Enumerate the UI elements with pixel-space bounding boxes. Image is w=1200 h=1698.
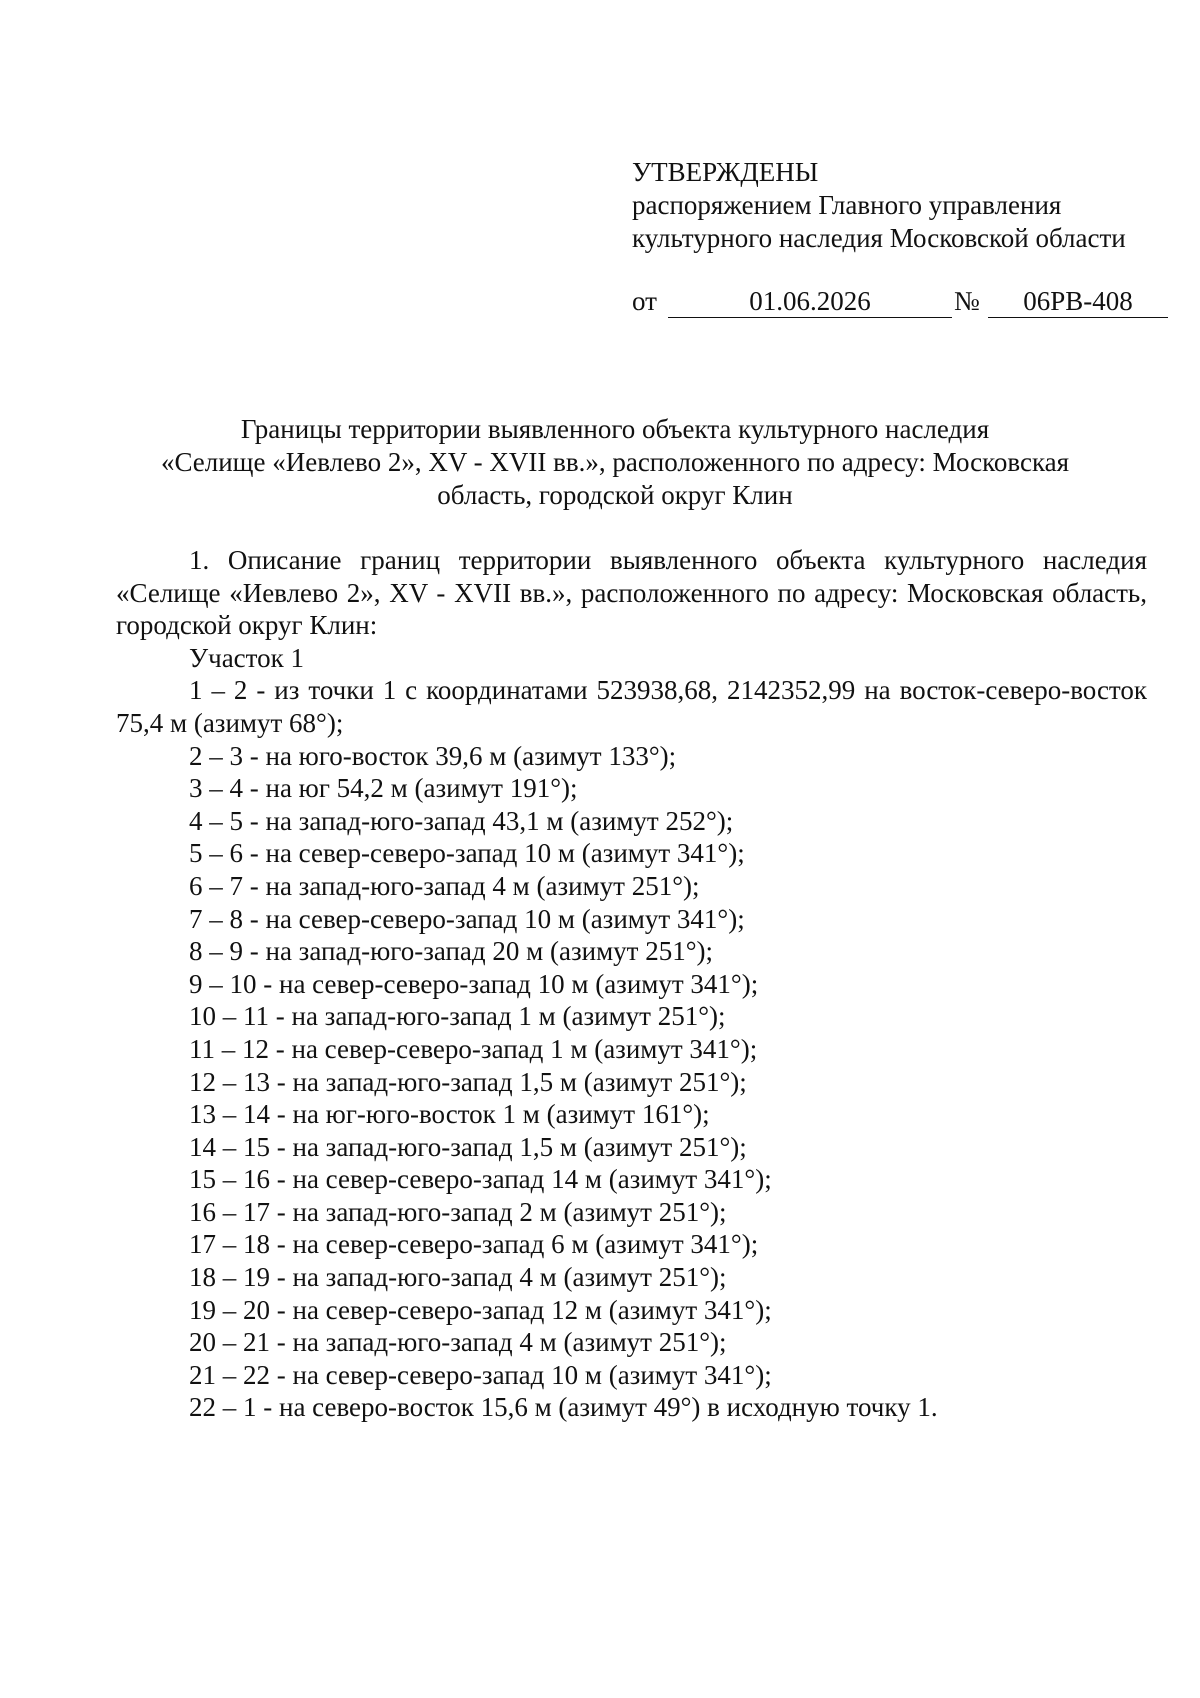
document-body — [116, 544, 1147, 1424]
boundary-segment: 14 – 15 - на запад-юго-запад 1,5 м (азимут 251°); — [189, 1131, 747, 1162]
boundary-segment: 7 – 8 - на север-северо-запад 10 м (азимут 341°); — [189, 903, 745, 934]
title-line-2: «Селище «Иевлево 2», XV - XVII вв.», расположенного по адресу: Московская — [160, 447, 1070, 477]
approval-line-3: культурного наследия Московской области — [632, 223, 1126, 253]
title-line-3: область, городской округ Клин — [437, 480, 793, 510]
boundary-segment: 6 – 7 - на запад-юго-запад 4 м (азимут 251°); — [189, 870, 700, 901]
boundary-segment: 5 – 6 - на север-северо-запад 10 м (азимут 341°); — [189, 838, 745, 869]
section-heading: Участок 1 — [189, 642, 304, 673]
boundary-segment: 4 – 5 - на запад-юго-запад 43,1 м (азимут 252°); — [189, 805, 734, 836]
boundary-segment: 20 – 21 - на запад-юго-запад 4 м (азимут 251°); — [189, 1327, 727, 1358]
boundary-segment: 15 – 16 - на север-северо-запад 14 м (азимут 341°); — [189, 1164, 772, 1195]
boundary-segment: 12 – 13 - на запад-юго-запад 1,5 м (азимут 251°); — [189, 1066, 747, 1097]
boundary-segment-list — [116, 740, 1147, 1424]
boundary-segment: 3 – 4 - на юг 54,2 м (азимут 191°); — [189, 773, 578, 804]
boundary-segment: 8 – 9 - на запад-юго-запад 20 м (азимут 251°); — [189, 936, 714, 967]
number-value: 06РВ-408 — [988, 284, 1168, 318]
boundary-segment: 2 – 3 - на юго-восток 39,6 м (азимут 133°); — [189, 740, 677, 771]
boundary-segment: 19 – 20 - на север-северо-запад 12 м (азимут 341°); — [189, 1294, 772, 1325]
boundary-segment: 18 – 19 - на запад-юго-запад 4 м (азимут 251°); — [189, 1262, 727, 1293]
title-line-1: Границы территории выявленного объекта культурного наследия — [240, 414, 990, 444]
boundary-segment: 17 – 18 - на север-северо-запад 6 м (азимут 341°); — [189, 1229, 759, 1260]
approval-date-row — [632, 284, 1172, 318]
date-label: от — [632, 286, 657, 316]
boundary-segment: 9 – 10 - на север-северо-запад 10 м (азимут 341°); — [189, 968, 759, 999]
date-value: 01.06.2026 — [668, 284, 952, 318]
boundary-segment: 13 – 14 - на юг-юго-восток 1 м (азимут 161°); — [189, 1099, 710, 1130]
document-title — [120, 413, 1110, 512]
boundary-segment: 22 – 1 - на северо-восток 15,6 м (азимут 49°) в исходную точку 1. — [189, 1392, 938, 1423]
approval-line-2: распоряжением Главного управления — [632, 190, 1062, 220]
boundary-segment: 10 – 11 - на запад-юго-запад 1 м (азимут 251°); — [189, 1001, 726, 1032]
intro-paragraph: 1. Описание границ территории выявленного объекта культурного наследия «Селище «Иевлево 2», XV - XVII вв.», расположенного по адресу: Московская область, городской округ Клин: — [116, 545, 1147, 641]
approval-block — [632, 156, 1152, 255]
approval-heading: УТВЕРЖДЕНЫ — [632, 157, 819, 187]
boundary-segment: 16 – 17 - на запад-юго-запад 2 м (азимут 251°); — [189, 1196, 727, 1227]
boundary-segment-first: 1 – 2 - из точки 1 с координатами 523938,68, 2142352,99 на восток-северо-восток 75,4 м (азимут 68°); — [116, 675, 1147, 738]
boundary-segment: 21 – 22 - на север-северо-запад 10 м (азимут 341°); — [189, 1359, 772, 1390]
boundary-segment: 11 – 12 - на север-северо-запад 1 м (азимут 341°); — [189, 1033, 758, 1064]
number-label: № — [954, 286, 980, 316]
